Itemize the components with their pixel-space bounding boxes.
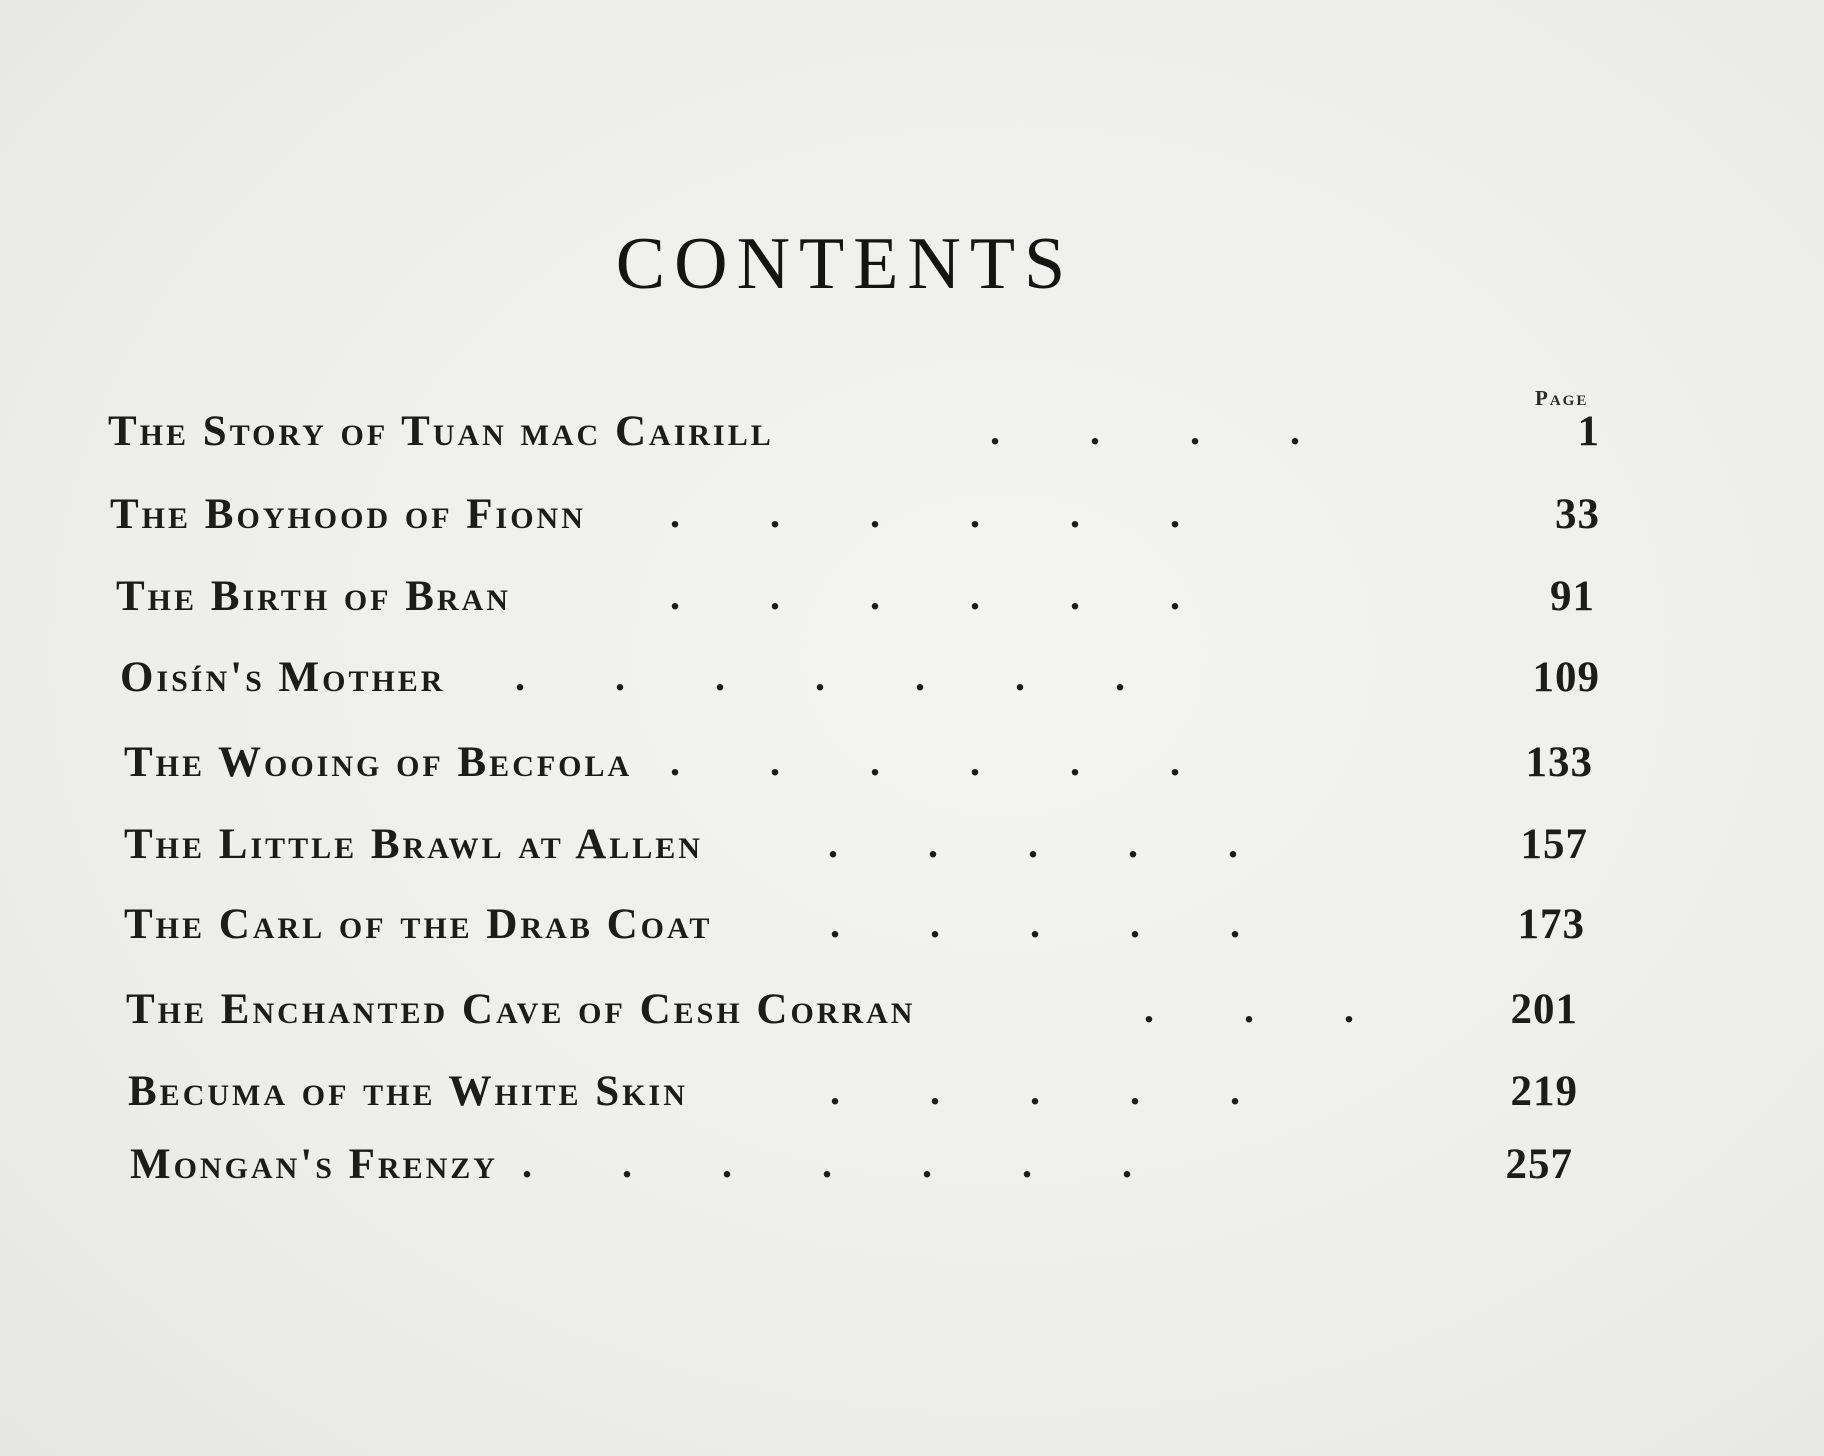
leader-dots: . . . . . .	[670, 739, 1180, 784]
toc-entry-title: The Wooing of Becfola	[124, 739, 633, 786]
toc-entry	[0, 653, 1824, 713]
leader-dots: . . . . . .	[670, 491, 1180, 536]
toc-entry-page: 201	[1510, 986, 1578, 1033]
leader-dots: . . . . . . .	[515, 654, 1125, 699]
leader-dots: . . . .	[990, 408, 1300, 453]
toc-entry-title: The Story of Tuan mac Cairill	[108, 408, 774, 455]
toc-entry-page: 157	[1520, 821, 1588, 868]
toc-entry-title: The Little Brawl at Allen	[124, 821, 703, 868]
toc-entry	[0, 407, 1824, 467]
toc-entry	[0, 985, 1824, 1045]
toc-entry	[0, 738, 1824, 798]
toc-entry-page: 257	[1505, 1141, 1573, 1188]
leader-dots: . . . . . .	[670, 573, 1180, 618]
leader-dots: . . . . .	[828, 821, 1238, 866]
leader-dots: . . .	[1144, 986, 1354, 1031]
toc-entry-title: The Enchanted Cave of Cesh Corran	[126, 986, 916, 1033]
toc-entry	[0, 490, 1824, 550]
toc-entry	[0, 1140, 1824, 1200]
leader-dots: . . . . . . .	[522, 1141, 1132, 1186]
toc-entry-page: 173	[1517, 901, 1585, 948]
toc-entry	[0, 820, 1824, 880]
toc-entry-title: Oisín's Mother	[120, 654, 446, 701]
toc-entry-page: 91	[1550, 573, 1595, 620]
toc-entry-page: 33	[1555, 491, 1600, 538]
toc-entry-title: The Carl of the Drab Coat	[124, 901, 713, 948]
leader-dots: . . . . .	[830, 1068, 1240, 1113]
toc-entry-page: 1	[1577, 408, 1600, 455]
toc-entry-title: The Birth of Bran	[116, 573, 511, 620]
toc-entry-page: 109	[1532, 654, 1600, 701]
toc-entry-page: 219	[1510, 1068, 1578, 1115]
toc-entry-title: Mongan's Frenzy	[130, 1141, 498, 1188]
toc-entry	[0, 900, 1824, 960]
toc-entry-page: 133	[1525, 739, 1593, 786]
contents-heading: CONTENTS	[615, 223, 1075, 305]
toc-entry	[0, 1067, 1824, 1127]
page-column-label: Page	[1535, 386, 1589, 410]
leader-dots: . . . . .	[830, 901, 1240, 946]
toc-entry-title: The Boyhood of Fionn	[110, 491, 586, 538]
toc-entry-title: Becuma of the White Skin	[128, 1068, 688, 1115]
toc-entry	[0, 572, 1824, 632]
